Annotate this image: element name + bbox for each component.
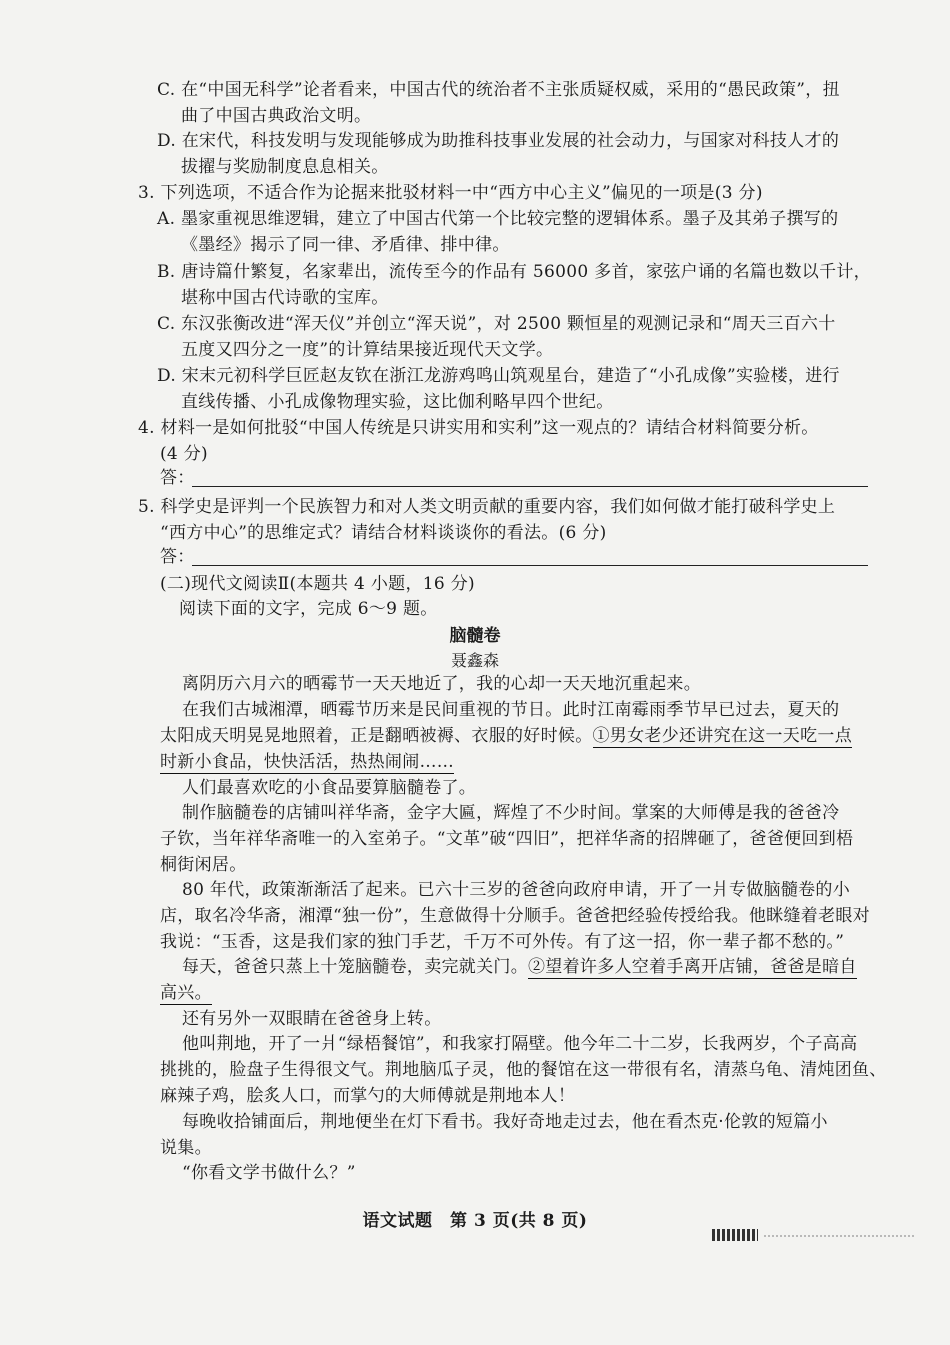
story-paragraph-6-line2 [160,981,212,1005]
q3-option-d-line2: 直线传播、小孔成像物理实验，这比伽利略早四个世纪。 [181,392,614,412]
question-5-stem-line1: 5. 科学史是评判一个民族智力和对人类文明贡献的重要内容，我们如何做才能打破科学史上 [138,497,836,517]
q3-option-a-line2: 《墨经》揭示了同一律、矛盾律、排中律。 [181,235,510,255]
story-title: 脑髓卷 [449,626,501,646]
story-paragraph-5-line1: 80 年代，政策渐渐活了起来。已六十三岁的爸爸向政府申请，开了一爿专做脑髓卷的小 [182,880,851,900]
q3-option-c-line1: C. 东汉张衡改进“浑天仪”并创立“浑天说”，对 2500 颗恒星的观测记录和“周天三百六十 [157,314,836,334]
story-paragraph-2-line1: 在我们古城湘潭，晒霉节历来是民间重视的节日。此时江南霉雨季节早已过去，夏天的 [182,700,840,720]
underlined-sentence-1-part1: ①男女老少还讲究在这一天吃一点 [592,726,852,746]
option-c-line1: C. 在“中国无科学”论者看来，中国古代的统治者不主张质疑权威，采用的“愚民政策”，扭 [157,80,840,100]
story-paragraph-8-line1: 他叫荆地，开了一爿“绿梧餐馆”，和我家打隔壁。他今年二十二岁，长我两岁，个子高高 [182,1034,858,1054]
story-paragraph-4-line3: 桐街闲居。 [160,855,247,875]
option-d-line1: D. 在宋代，科技发明与发现能够成为助推科技事业发展的社会动力，与国家对科技人才的 [157,131,840,151]
option-d-line2: 拔擢与奖励制度息息相关。 [181,157,389,177]
scan-artifact [764,1235,914,1239]
story-paragraph-8-line3: 麻辣子鸡，脍炙人口，而掌勺的大师傅就是荆地本人！ [160,1086,576,1106]
section-2-heading: (二)现代文阅读Ⅱ(本题共 4 小题，16 分) [160,574,475,594]
story-paragraph-7: 还有另外一双眼睛在爸爸身上转。 [182,1009,442,1029]
underlined-sentence-2-part1: ②望着许多人空着手离开店铺，爸爸是暗自 [528,957,857,977]
q5-answer-label: 答： [160,547,195,567]
section-2-instruction: 阅读下面的文字，完成 6～9 题。 [179,599,438,619]
story-paragraph-6-line1 [182,955,857,979]
p2-plain-text: 太阳成天明晃晃地照着，正是翻晒被褥、衣服的好时候。 [160,726,593,746]
scan-watermark-mark [712,1229,758,1241]
story-paragraph-9-line1: 每晚收拾铺面后，荆地便坐在灯下看书。我好奇地走过去，他在看杰克·伦敦的短篇小 [182,1112,828,1132]
q3-option-a-line1: A. 墨家重视思维逻辑，建立了中国古代第一个比较完整的逻辑体系。墨子及其弟子撰写的 [157,209,839,229]
story-paragraph-5-line2: 店，取名冷华斋，湘潭“独一份”，生意做得十分顺手。爸爸把经验传授给我。他眯缝着老眼对 [160,906,870,926]
underlined-sentence-1-part2: 时新小食品，快快活活，热热闹闹…… [160,752,455,772]
question-5-stem-line2: “西方中心”的思维定式？请结合材料谈谈你的看法。(6 分) [160,523,607,543]
story-paragraph-2-line3 [160,750,454,774]
q3-option-c-line2: 五度又四分之一度”的计算结果接近现代天文学。 [181,340,554,360]
q4-answer-label: 答： [160,468,195,488]
story-paragraph-10: “你看文学书做什么？” [182,1163,356,1183]
story-paragraph-9-line2: 说集。 [160,1138,212,1158]
story-paragraph-4-line2: 子钦，当年祥华斋唯一的入室弟子。“文革”破“四旧”，把祥华斋的招牌砸了，爸爸便回到梧 [160,829,854,849]
underlined-sentence-2-part2: 高兴。 [160,983,212,1003]
page-footer: 语文试题 第 3 页(共 8 页) [362,1211,588,1231]
q3-option-b-line2: 堪称中国古代诗歌的宝库。 [181,288,389,308]
story-paragraph-2-line2 [160,724,852,748]
question-3-stem: 3. 下列选项，不适合作为论据来批驳材料一中“西方中心主义”偏见的一项是(3 分) [138,183,763,203]
story-paragraph-5-line3: 我说：“玉香，这是我们家的独门手艺，千万不可外传。有了这一招，你一辈子都不愁的。” [160,932,845,952]
q3-option-b-line1: B. 唐诗篇什繁复，名家辈出，流传至今的作品有 56000 多首，家弦户诵的名篇也数以千计， [157,262,871,282]
question-4-stem-line2: (4 分) [160,444,208,464]
story-paragraph-4-line1: 制作脑髓卷的店铺叫祥华斋，金字大匾，辉煌了不少时间。掌案的大师傅是我的爸爸冷 [182,803,840,823]
q5-answer-line[interactable] [192,565,868,566]
story-paragraph-1: 离阴历六月六的晒霉节一天天地近了，我的心却一天天地沉重起来。 [182,674,701,694]
story-paragraph-8-line2: 挑挑的，脸盘子生得很文气。荆地脑瓜子灵，他的餐馆在这一带很有名，清蒸乌龟、清炖团鱼、 [160,1060,887,1080]
question-4-stem-line1: 4. 材料一是如何批驳“中国人传统是只讲实用和实利”这一观点的？请结合材料简要分析。 [138,418,819,438]
q3-option-d-line1: D. 宋末元初科学巨匠赵友钦在浙江龙游鸡鸣山筑观星台，建造了“小孔成像”实验楼，进行 [157,366,840,386]
q4-answer-line[interactable] [192,486,868,487]
story-author: 聂鑫森 [450,651,499,670]
option-c-line2: 曲了中国古典政治文明。 [181,106,372,126]
p6-plain-text: 每天，爸爸只蒸上十笼脑髓卷，卖完就关门。 [182,957,528,977]
story-paragraph-3: 人们最喜欢吃的小食品要算脑髓卷了。 [182,778,477,798]
